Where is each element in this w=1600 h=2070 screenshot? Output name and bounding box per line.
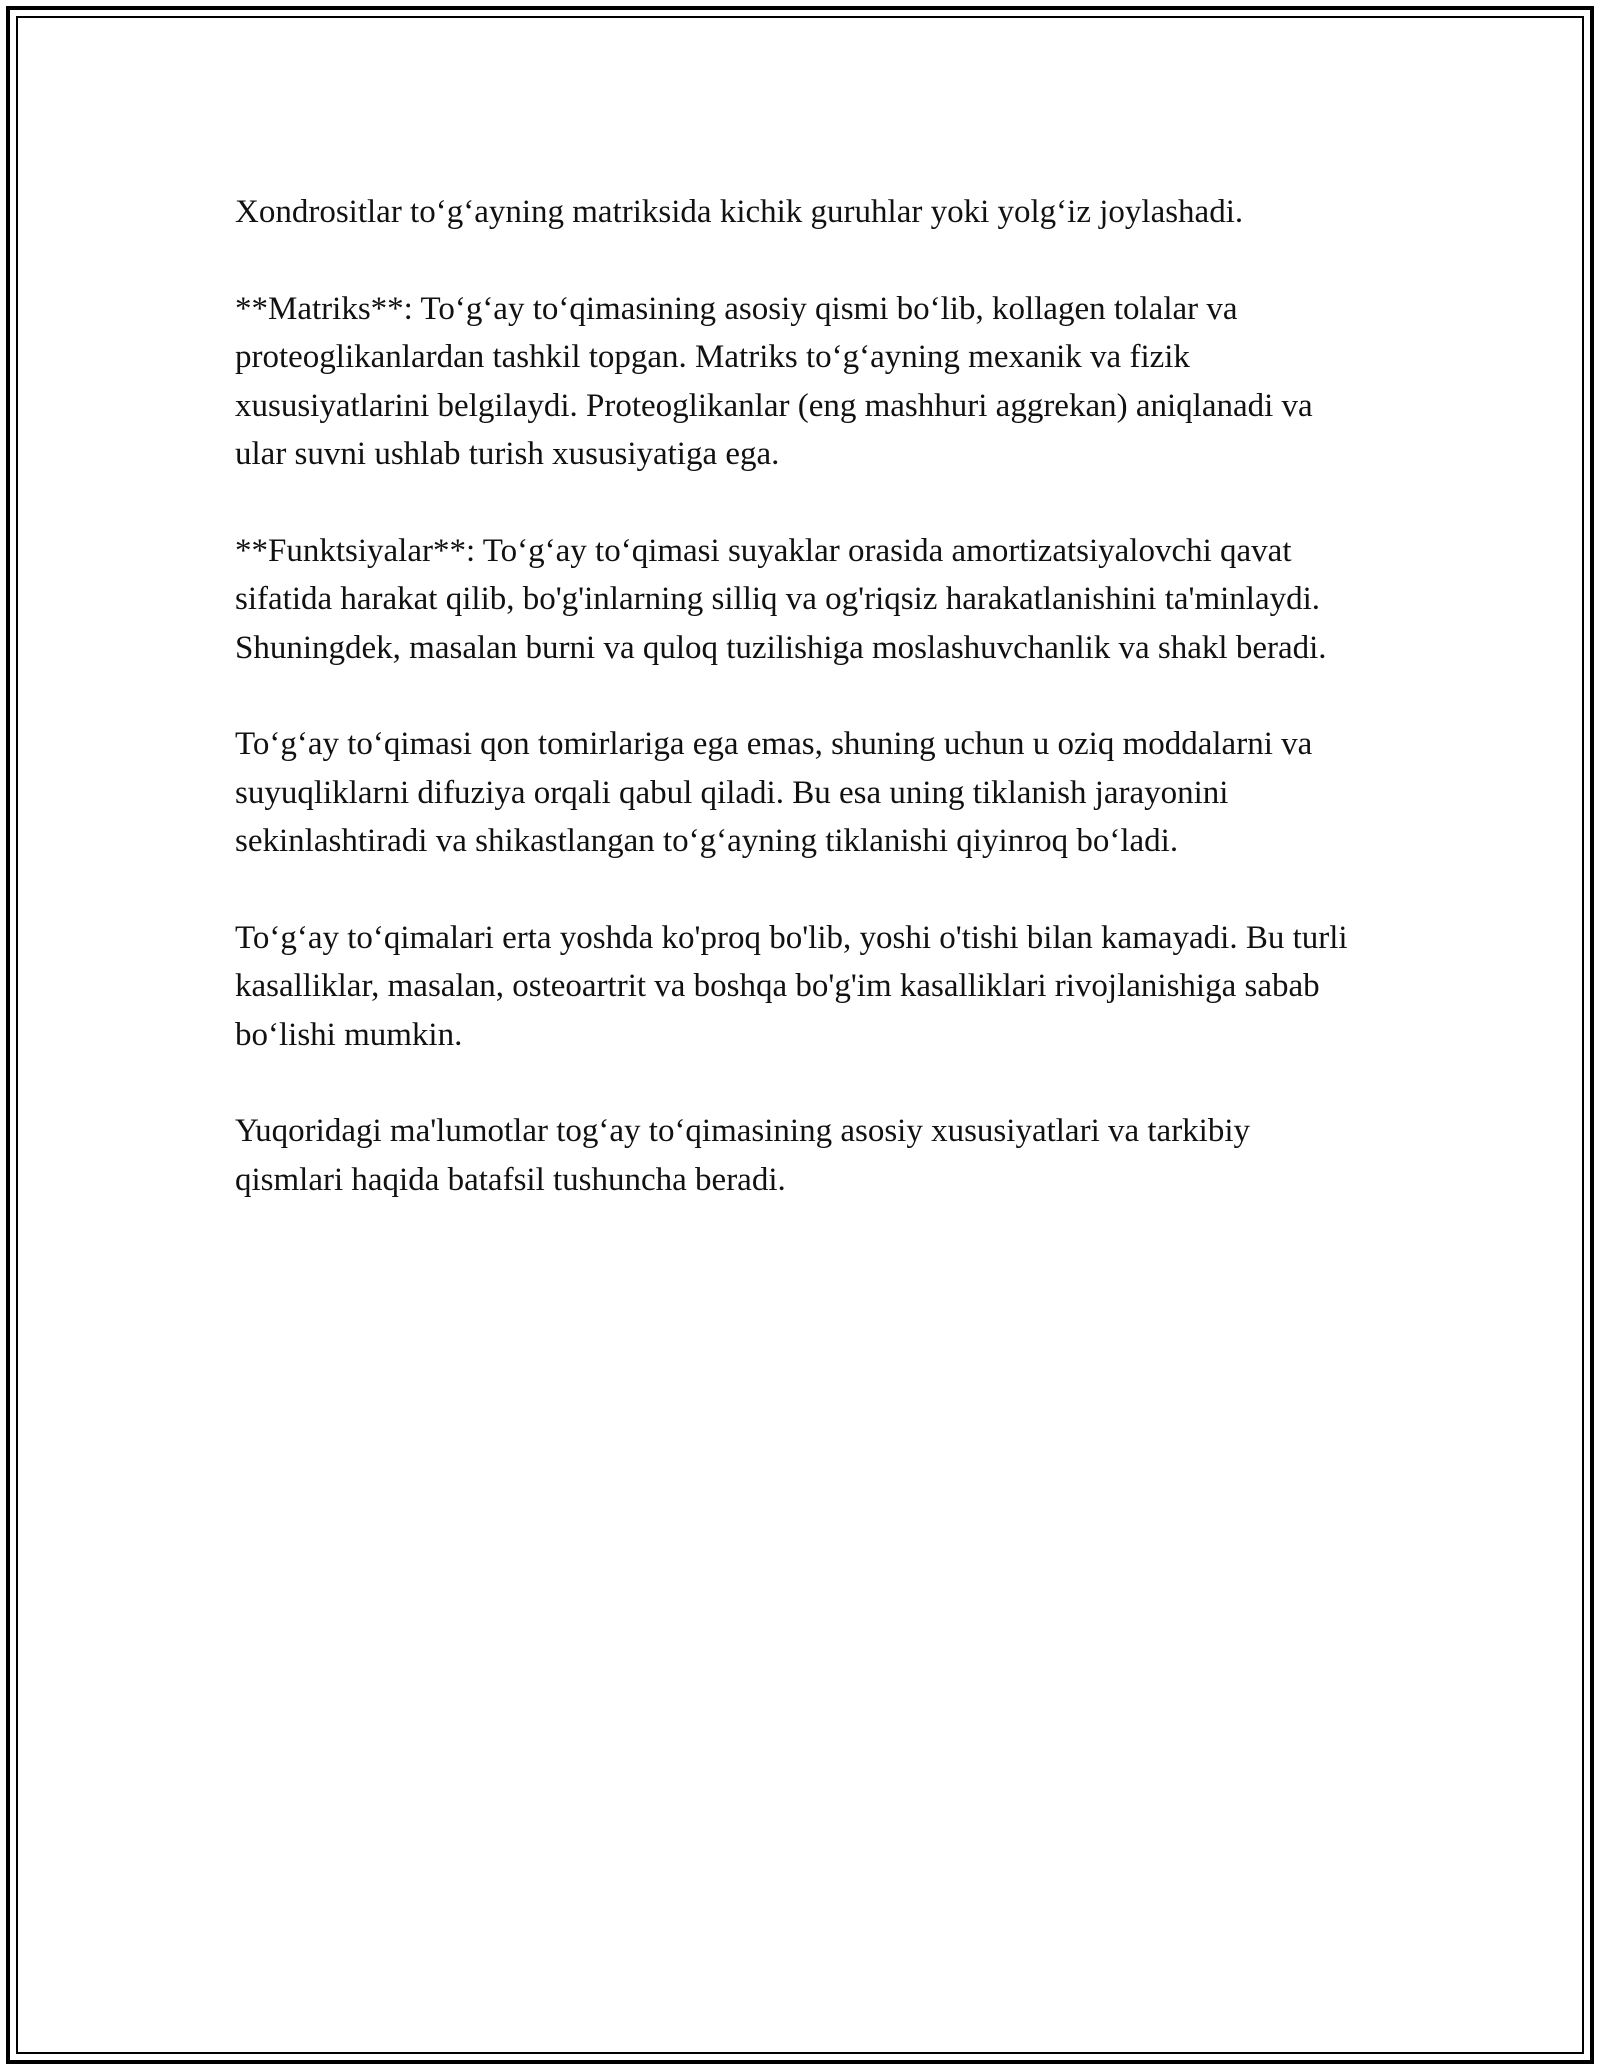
paragraph-intro: Xondrositlar to‘g‘ayning matriksida kichik guruhlar yoki yolg‘iz joylashadi. (235, 194, 1244, 230)
paragraph-matrix: **Matriks**: To‘g‘ay to‘qimasining asosiy qismi bo‘lib, kollagen tolalar va proteoglikanlardan tashkil topgan. Matriks to‘g‘ayning mexanik va fizik xususiyatlarini belgilaydi. Proteoglikanlar (eng mashhuri aggrekan) aniqlanadi va ular suvni ushlab turish xususiyatiga ega. (235, 290, 1313, 472)
document-body (235, 188, 1365, 1252)
paragraph-blood-supply: To‘g‘ay to‘qimasi qon tomirlariga ega emas, shuning uchun u oziq moddalarni va suyuqliklarni difuziya orqali qabul qiladi. Bu esa uning tiklanish jarayonini sekinlashtiradi va shikastlangan to‘g‘ayning tiklanishi qiyinroq bo‘ladi. (235, 726, 1313, 859)
paragraph-functions: **Funktsiyalar**: To‘g‘ay to‘qimasi suyaklar orasida amortizatsiyalovchi qavat sifatida harakat qilib, bo'g'inlarning silliq va og'riqsiz harakatlanishini ta'minlaydi. Shuningdek, masalan burni va quloq tuzilishiga moslashuvchanlik va shakl beradi. (235, 532, 1327, 666)
paragraph-summary: Yuqoridagi ma'lumotlar tog‘ay to‘qimasining asosiy xususiyatlari va tarkibiy qismlari haqida batafsil tushuncha beradi. (235, 1113, 1251, 1198)
paragraph-age: To‘g‘ay to‘qimalari erta yoshda ko'proq bo'lib, yoshi o'tishi bilan kamayadi. Bu turli kasalliklar, masalan, osteoartrit va boshqa bo'g'im kasalliklari rivojlanishiga sabab bo‘lishi mumkin. (235, 919, 1348, 1053)
